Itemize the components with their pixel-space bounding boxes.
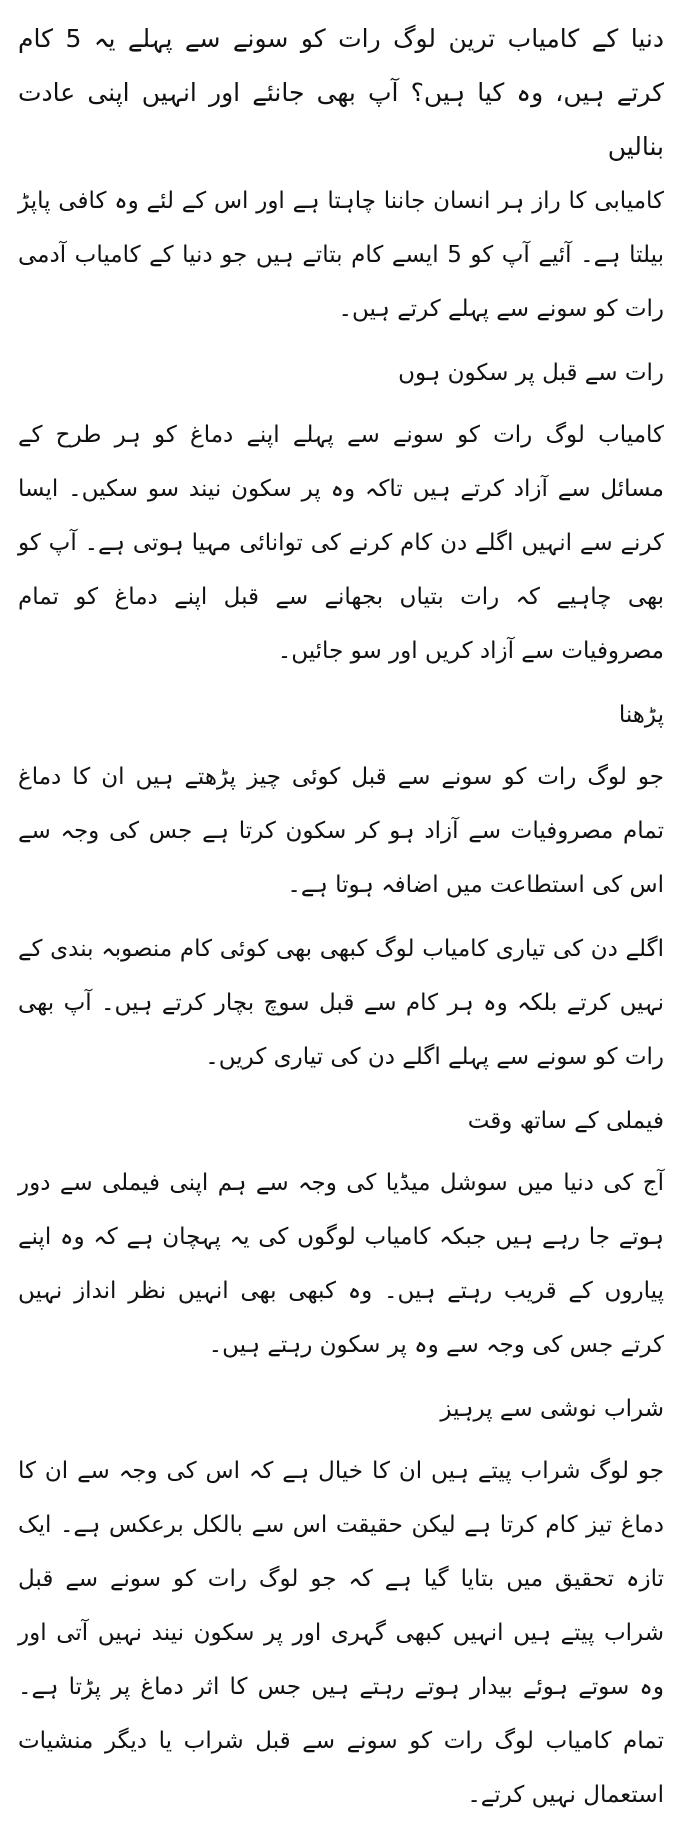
section-body-family-time: آج کی دنیا میں سوشل میڈیا کی وجہ سے ہم اپنی فیملی سے دور ہوتے جا رہے ہیں جبکہ کامیاب لوگوں کی یہ پہچان ہے کہ وہ اپنے پیاروں کے قریب رہتے ہیں۔ وہ کبھی بھی انہیں نظر انداز نہیں کرتے جس کی وجہ سے وہ پر سکون رہتے ہیں۔: [18, 1170, 664, 1358]
section-heading-calm-before-night: رات سے قبل پر سکون ہوں: [398, 360, 664, 386]
section-body-avoid-alcohol: جو لوگ شراب پیتے ہیں ان کا خیال ہے کہ اس کی وجہ سے ان کا دماغ تیز کام کرتا ہے لیکن حقیقت اس سے بالکل برعکس ہے۔ ایک تازہ تحقیق میں بتایا گیا ہے کہ جو لوگ رات کو سونے سے قبل شراب پیتے ہیں انہیں کبھی گہری اور پر سکون نیند نہیں آتی اور وہ سوتے ہوئے بیدار ہوتے رہتے ہیں جس کا اثر دماغ پر پڑتا ہے۔ تمام کامیاب لوگ رات کو سونے سے قبل شراب یا دیگر منشیات استعمال نہیں کرتے۔: [18, 1458, 664, 1808]
section-heading-family-time: فیملی کے ساتھ وقت: [467, 1108, 664, 1134]
section-heading-reading: پڑھنا: [618, 702, 664, 728]
article-intro: کامیابی کا راز ہر انسان جاننا چاہتا ہے اور اس کے لئے وہ کافی پاپڑ بیلتا ہے۔ آئیے آپ کو 5 ایسے کام بتاتے ہیں جو دنیا کے کامیاب آدمی رات کو سونے سے پہلے کرتے ہیں۔: [18, 188, 664, 322]
section-body-calm-before-night: کامیاب لوگ رات کو سونے سے پہلے اپنے دماغ کو ہر طرح کے مسائل سے آزاد کرتے ہیں تاکہ وہ پر سکون نیند سو سکیں۔ ایسا کرنے سے انہیں اگلے دن کام کرنے کی توانائی مہیا ہوتی ہے۔ آپ کو بھی چاہیے کہ رات بتیاں بجھانے سے قبل اپنے دماغ کو تمام مصروفیات سے آزاد کریں اور سو جائیں۔: [18, 422, 664, 664]
spacer: [18, 912, 664, 922]
article-title: دنیا کے کامیاب ترین لوگ رات کو سونے سے پہلے یہ 5 کام کرتے ہیں، وہ کیا ہیں؟ آپ بھی جانئے اور انہیں اپنی عادت بنالیں: [18, 24, 664, 161]
section-body-next-day-preparation: اگلے دن کی تیاری کامیاب لوگ کبھی بھی کوئی کام منصوبہ بندی کے نہیں کرتے بلکہ وہ ہر کام سے قبل سوچ بچار کرتے ہیں۔ آپ بھی رات کو سونے سے پہلے اگلے دن کی تیاری کریں۔: [18, 936, 664, 1070]
section-heading-avoid-alcohol: شراب نوشی سے پرہیز: [440, 1396, 664, 1422]
section-body-reading: جو لوگ رات کو سونے سے قبل کوئی چیز پڑھتے ہیں ان کا دماغ تمام مصروفیات سے آزاد ہو کر سکون کرتا ہے جس کی وجہ سے اس کی استطاعت میں اضافہ ہوتا ہے۔: [18, 764, 664, 898]
